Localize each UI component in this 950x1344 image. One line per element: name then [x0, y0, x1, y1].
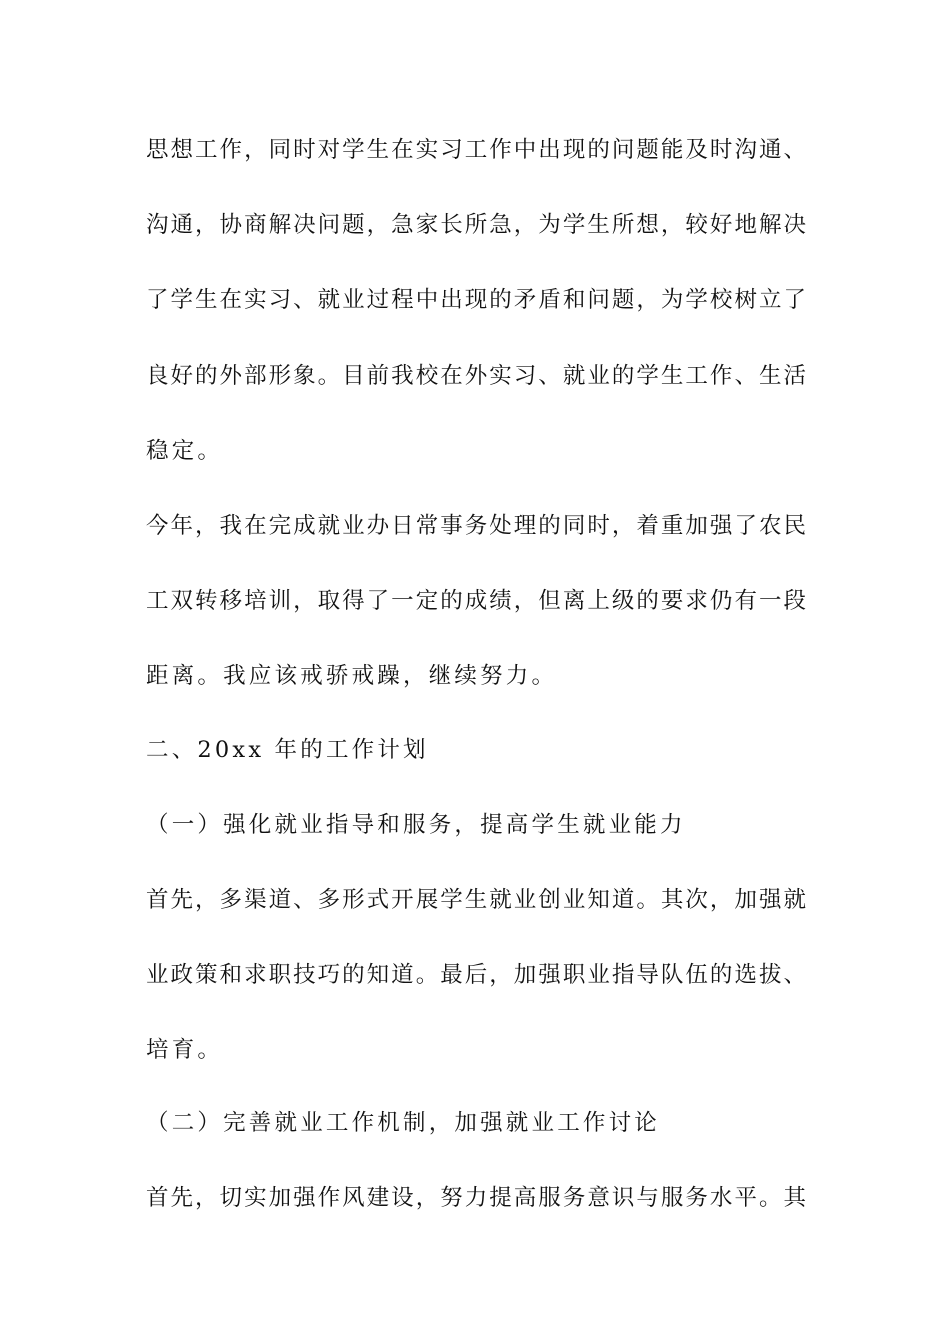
text-line: 今年，我在完成就业办日常事务处理的同时，着重加强了农民 — [146, 513, 806, 539]
text-line: 培育。 — [146, 1037, 224, 1063]
subsection-heading: （二）完善就业工作机制，加强就业工作讨论 — [146, 1110, 661, 1136]
section-heading: 二、20xx 年的工作计划 — [146, 737, 429, 763]
text-line: 稳定。 — [146, 438, 224, 464]
text-line: 沟通，协商解决问题，急家长所急，为学生所想，较好地解决 — [146, 212, 806, 238]
text-line: 思想工作，同时对学生在实习工作中出现的问题能及时沟通、 — [146, 137, 806, 163]
text-line: 工双转移培训，取得了一定的成绩，但离上级的要求仍有一段 — [146, 588, 806, 614]
text-line: 首先，切实加强作风建设，努力提高服务意识与服务水平。其 — [146, 1185, 806, 1211]
text-line: 首先，多渠道、多形式开展学生就业创业知道。其次，加强就 — [146, 887, 806, 913]
text-line: 距离。我应该戒骄戒躁，继续努力。 — [146, 663, 558, 689]
subsection-heading: （一）强化就业指导和服务，提高学生就业能力 — [146, 812, 686, 838]
text-line: 良好的外部形象。目前我校在外实习、就业的学生工作、生活 — [146, 363, 806, 389]
text-line: 业政策和求职技巧的知道。最后，加强职业指导队伍的选拔、 — [146, 962, 806, 988]
text-line: 了学生在实习、就业过程中出现的矛盾和问题，为学校树立了 — [146, 287, 806, 313]
